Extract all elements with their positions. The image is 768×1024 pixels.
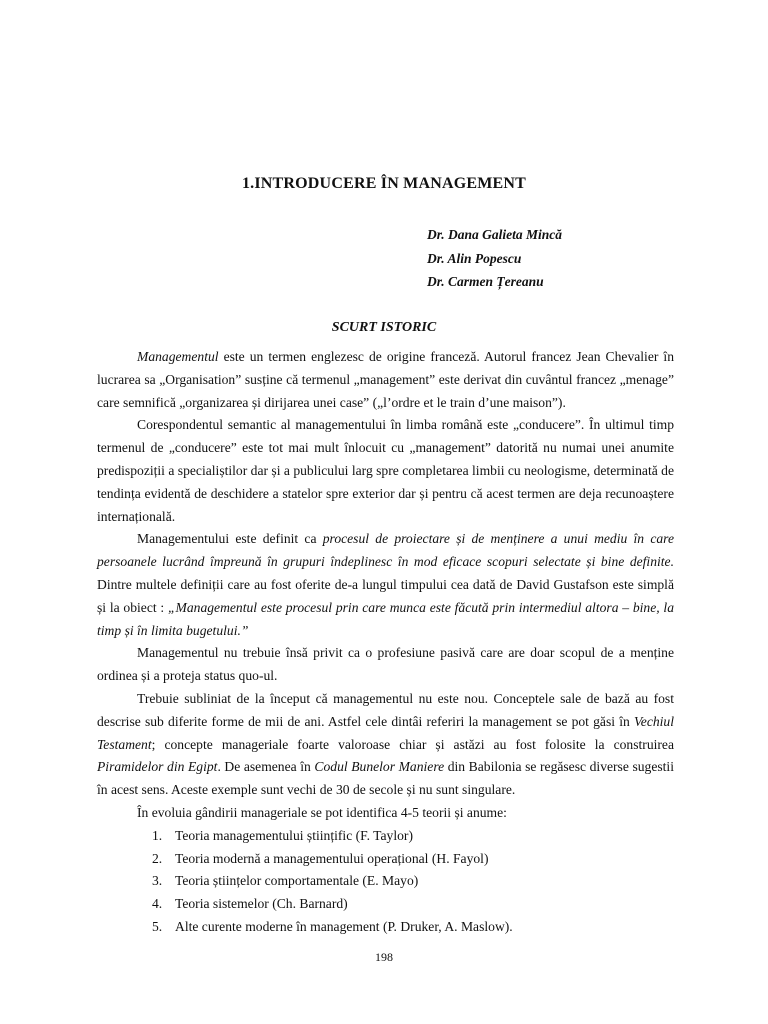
paragraph-text: ; concepte manageriale foarte valoroase chiar și astăzi au fost folosite la construirea [151,736,674,752]
author-name: Dr. Dana Galieta Mincă [427,227,563,242]
quote: „Managementul este procesul prin care munca este făcută prin intermediul altora – bine, la timp și în limita bugetului.” [97,599,674,638]
list-text: Alte curente moderne în management (P. Druker, A. Maslow). [175,918,513,934]
list-number: 2. [152,850,163,866]
paragraph-2: Corespondentul semantic al managementului în limba română este „conducere”. În ultimul timp termenul de „conducere” este tot mai mult înlocuit cu „management” datorită nu numai unei anumite predispoziții a specialiștilor dar și a publicului larg spre completarea limbii cu neologisme, determinată de tendința evidentă de deschidere a statelor spre exterior dar și pentru că acest termen are deja recunoaștere internațională. [97,417,674,524]
list-item [97,870,674,893]
body-text [97,346,674,939]
list-number: 3. [152,873,163,889]
paragraph-3 [97,528,674,642]
list-item [97,893,674,916]
author-name: Dr. Carmen Țereanu [427,274,544,289]
paragraph-1 [97,346,674,414]
author-name: Dr. Alin Popescu [427,250,522,266]
list-text: Teoria modernă a managementului operațional (H. Fayol) [175,850,489,866]
paragraph-text: Managementului este definit ca [137,531,323,547]
chapter-title: 1.INTRODUCERE ÎN MANAGEMENT [241,175,527,192]
paragraph-text: este un termen englezesc de origine franceză. Autorul francez Jean Chevalier în lucrarea sa „Organisation” susține că termenul „management” este derivat din cuvântul francez „menage” care semnifică „organizarea și dirijarea unei case” („l’ordre et le train d’une maison”). [97,349,674,410]
emphasis: Vechiul Testament [97,713,674,752]
list-number: 4. [152,896,163,912]
paragraph-5 [97,688,674,802]
list-number: 1. [152,827,163,843]
list-text: Teoria managementului științific (F. Taylor) [175,827,413,843]
emphasis: Managementul [137,349,219,364]
emphasis: Piramidelor din Egipt [97,759,218,775]
section-title: SCURT ISTORIC [331,320,437,335]
list-item [97,848,674,871]
list-text: Teoria sistemelor (Ch. Barnard) [175,896,348,912]
definition: procesul de proiectare și de menținere a unui mediu în care persoanele lucrând împreună în grupuri îndeplinesc în mod eficace scopuri selectate și bine definite. [97,531,674,570]
paragraph-text: Dintre multele definiții care au fost oferite de-a lungul timpului cea dată de David Gustafson este simplă și la obiect : [97,576,674,615]
list-number: 5. [152,918,163,934]
paragraph-6: În evoluia gândirii manageriale se pot identifica 4-5 teorii și anume: [137,804,507,820]
emphasis: Codul Bunelor Maniere [314,759,445,775]
author-list [427,227,562,298]
list-item [97,916,674,939]
list-text: Teoria științelor comportamentale (E. Mayo) [175,873,419,889]
theory-list [97,825,674,939]
paragraph-text: . De asemenea în [217,759,315,775]
list-item [97,825,674,848]
page-number: 198 [375,950,393,964]
paragraph-text: Trebuie subliniat de la început că managementul nu este nou. Conceptele sale de bază au fost descrise sub diferite forme de mii de ani. Astfel cele dintâi referiri la management se pot găsi în [97,690,674,729]
paragraph-text: din Babilonia se regăsesc diverse sugestii în acest sens. Aceste exemple sunt vechi de 30 de secole și nu sunt singulare. [97,759,674,798]
paragraph-4: Managementul nu trebuie însă privit ca o profesiune pasivă care are doar scopul de a menține ordinea și a proteja status quo-ul. [97,645,674,684]
